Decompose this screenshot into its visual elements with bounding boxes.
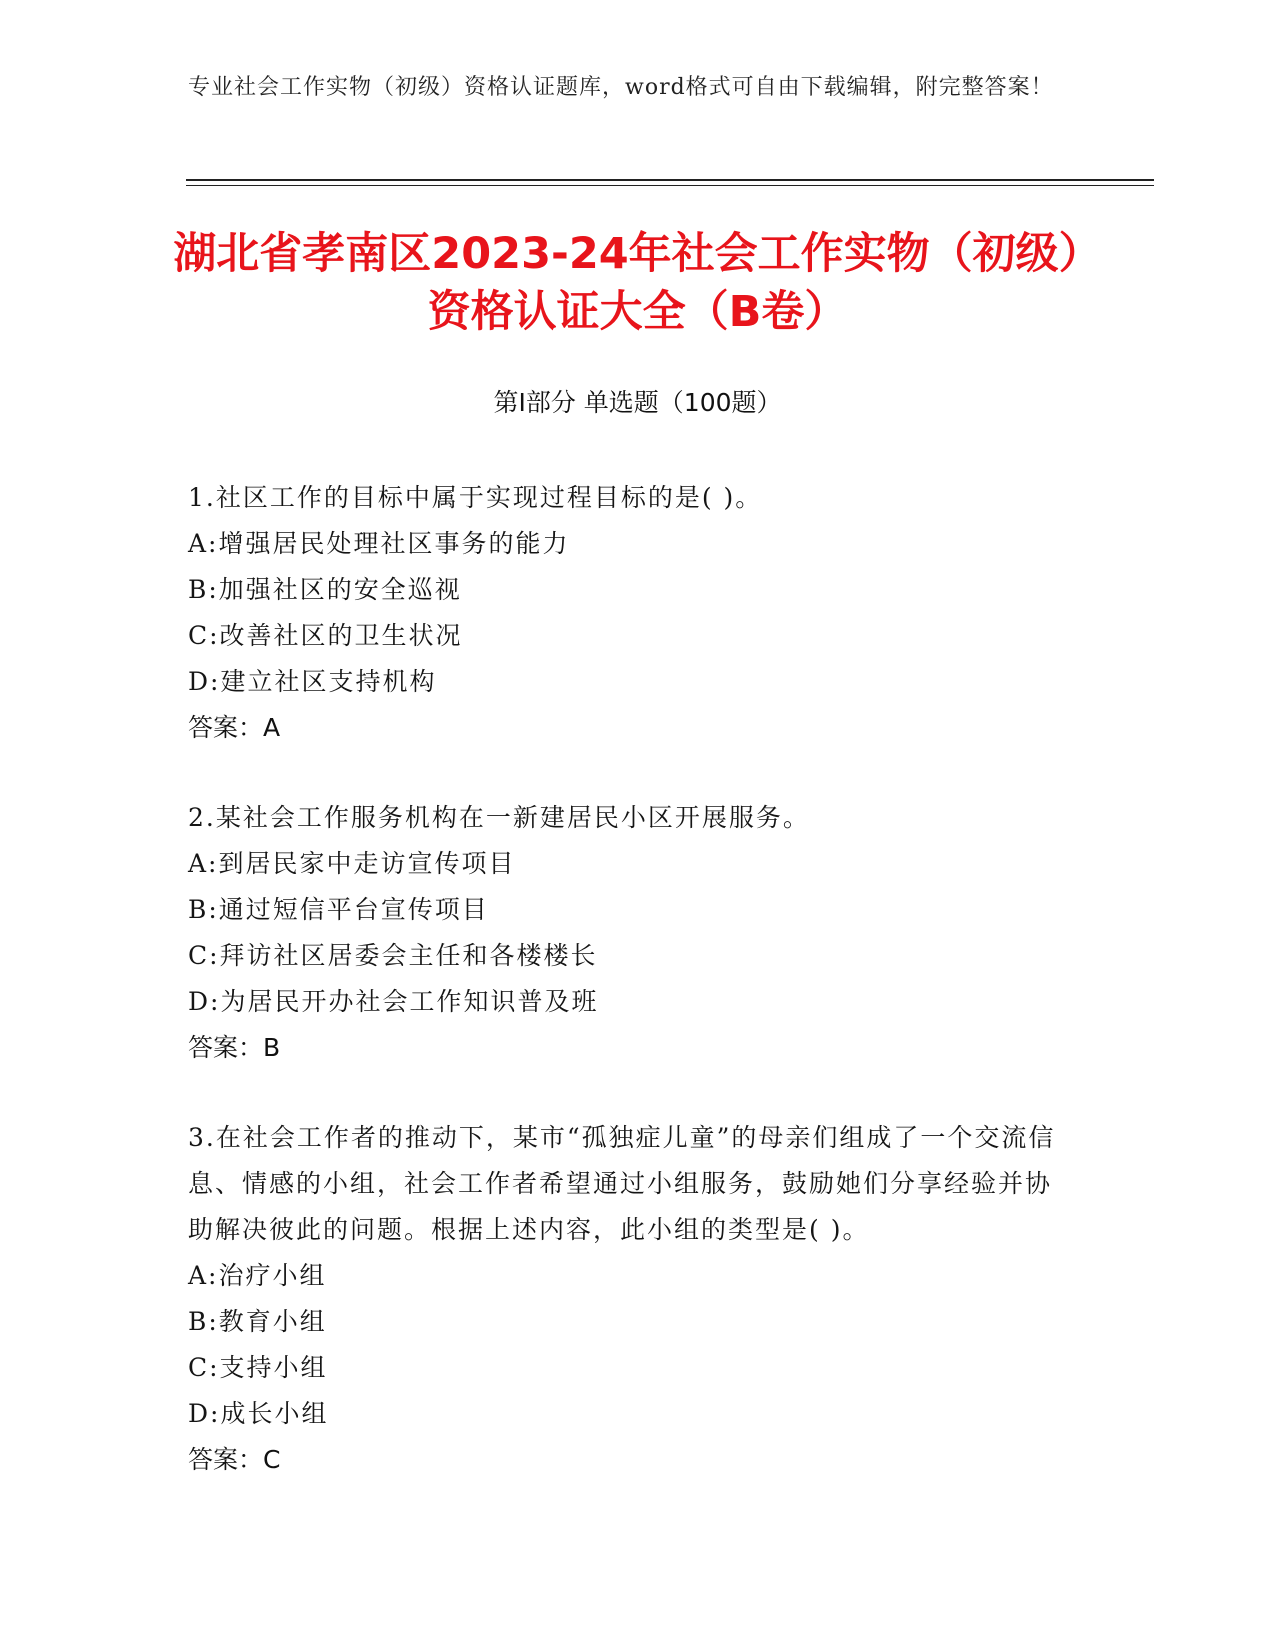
question-2 <box>188 795 1068 1071</box>
option-a: A:到居民家中走访宣传项目 <box>188 849 516 878</box>
answer: 答案：C <box>188 1445 281 1474</box>
header-note: 专业社会工作实物（初级）资格认证题库，word格式可自由下载编辑，附完整答案！ <box>188 75 1054 100</box>
option-d: D:成长小组 <box>188 1399 329 1428</box>
header-rule-thin <box>186 185 1154 186</box>
document-title: 湖北省孝南区2023-24年社会工作实物（初级）资格认证大全（B卷） <box>173 229 1102 337</box>
section-title: 第Ⅰ部分 单选题（100题） <box>493 388 782 417</box>
answer: 答案：A <box>188 713 281 742</box>
option-b: B:教育小组 <box>188 1307 327 1336</box>
option-b: B:通过短信平台宣传项目 <box>188 895 489 924</box>
option-d: D:为居民开办社会工作知识普及班 <box>188 987 599 1016</box>
question-stem: 2.某社会工作服务机构在一新建居民小区开展服务。 <box>188 803 810 832</box>
header-rule-thick <box>186 179 1154 181</box>
question-stem: 3.在社会工作者的推动下，某市“孤独症儿童”的母亲们组成了一个交流信息、情感的小组，社会工作者希望通过小组服务，鼓励她们分享经验并协助解决彼此的问题。根据上述内容，此小组的类型是( )。 <box>188 1123 1056 1244</box>
answer: 答案：B <box>188 1033 281 1062</box>
option-b: B:加强社区的安全巡视 <box>188 575 462 604</box>
question-list <box>188 475 1068 1527</box>
option-a: A:治疗小组 <box>188 1261 327 1290</box>
option-a: A:增强居民处理社区事务的能力 <box>188 529 570 558</box>
option-c: C:拜访社区居委会主任和各楼楼长 <box>188 941 598 970</box>
option-c: C:改善社区的卫生状况 <box>188 621 463 650</box>
question-3 <box>188 1115 1068 1483</box>
option-d: D:建立社区支持机构 <box>188 667 437 696</box>
question-stem: 1.社区工作的目标中属于实现过程目标的是( )。 <box>188 483 763 512</box>
question-1 <box>188 475 1068 751</box>
option-c: C:支持小组 <box>188 1353 328 1382</box>
